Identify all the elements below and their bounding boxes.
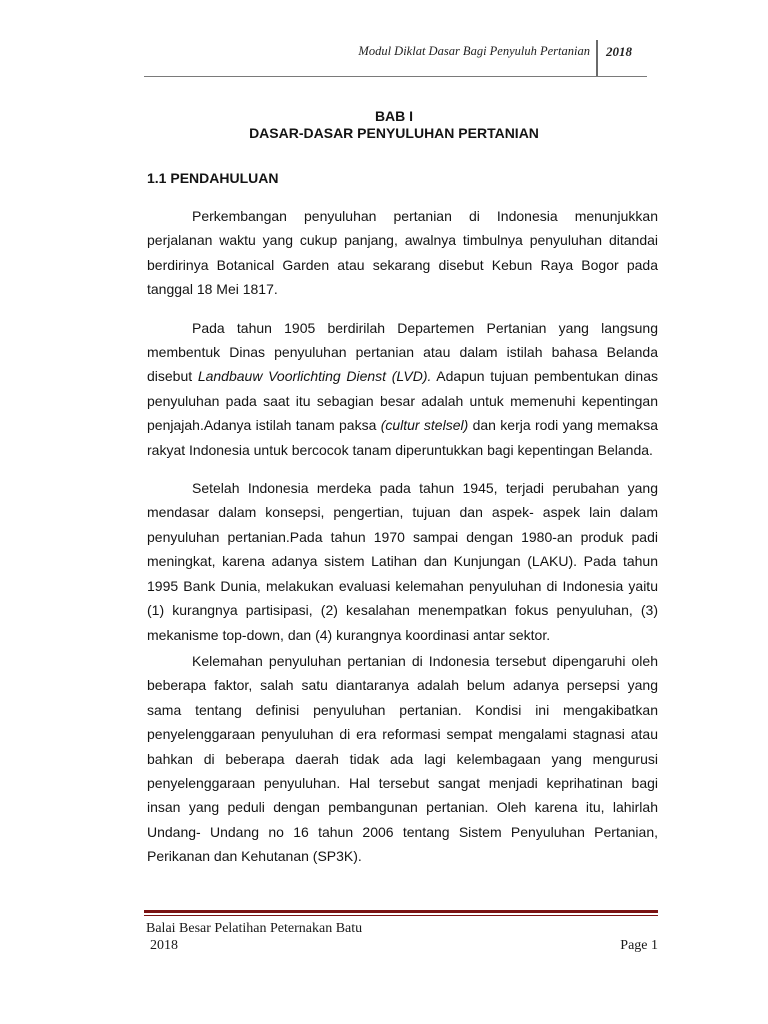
paragraph-2-text-c: Adapun tujuan pembentukan dinas penyuluhan pada saat itu sebagian besar adalah untuk memenuhi kepentingan penjajah.Adanya istilah tanam paksa bbox=[147, 368, 658, 434]
paragraph-2-term-cultur-stelsel: (cultur stelsel) bbox=[380, 417, 469, 434]
header-document-title: Modul Diklat Dasar Bagi Penyuluh Pertanian bbox=[358, 44, 590, 58]
chapter-number: BAB I bbox=[374, 108, 414, 124]
chapter-heading bbox=[144, 108, 644, 142]
paragraph-4: Kelemahan penyuluhan pertanian di Indonesia tersebut dipengaruhi oleh beberapa faktor, salah satu diantaranya adalah belum adanya persepsi yang sama tentang definisi penyuluhan pertanian. Kondisi ini mengakibatkan penyelenggaraan penyuluhan di era reformasi sempat mengalami stagnasi atau bahkan di beberapa daerah tidak ada lagi kelembagaan yang mengurusi penyelenggaraan penyuluhan. Hal tersebut sangat menjadi keprihatinan bagi insan yang peduli dengan pembangunan pertanian. Oleh karena itu, lahirlah Undang- Undang no 16 tahun 2006 tentang Sistem Penyuluhan Pertanian, Perikanan dan Kehutanan (SP3K). bbox=[147, 652, 658, 865]
footer-rule-thick bbox=[144, 910, 658, 913]
paragraph-2-term-lvd: Landbauw Voorlichting Dienst (LVD). bbox=[197, 368, 432, 385]
paragraph-3: Setelah Indonesia merdeka pada tahun 1945, terjadi perubahan yang mendasar dalam konsepsi, pengertian, tujuan dan aspek- aspek lain dalam penyuluhan pertanian.Pada tahun 1970 sampai dengan 1980-an produk padi meningkat, karena adanya sistem Latihan dan Kunjungan (LAKU). Pada tahun 1995 Bank Dunia, melakukan evaluasi kelemahan penyuluhan di Indonesia yaitu (1) kurangnya partisipasi, (2) kesalahan menempatkan fokus penyuluhan, (3) mekanisme top-down, dan (4) kurangnya koordinasi antar sektor. bbox=[147, 480, 658, 643]
footer-rule-thin bbox=[144, 915, 658, 916]
header-rule bbox=[144, 76, 647, 77]
footer-page-number: Page 1 bbox=[620, 938, 658, 953]
running-header bbox=[0, 44, 768, 84]
footer-institution: Balai Besar Pelatihan Peternakan Batu bbox=[146, 921, 363, 936]
paragraph-1: Perkembangan penyuluhan pertanian di Indonesia menunjukkan perjalanan waktu yang cukup panjang, awalnya timbulnya penyuluhan ditandai berdirinya Botanical Garden atau sekarang disebut Kebun Raya Bogor pada tanggal 18 Mei 1817. bbox=[147, 208, 658, 298]
section-title: 1.1 PENDAHULUAN bbox=[147, 170, 279, 186]
header-year: 2018 bbox=[606, 44, 632, 59]
chapter-title: DASAR-DASAR PENYULUHAN PERTANIAN bbox=[249, 125, 539, 141]
body-text bbox=[147, 204, 658, 883]
paragraph-2 bbox=[147, 316, 658, 462]
header-vertical-divider bbox=[596, 40, 598, 76]
footer-year: 2018 bbox=[150, 938, 178, 953]
paragraph-2-text-e: dan kerja rodi yang memaksa rakyat Indonesia untuk bercocok tanam diperuntukkan bagi kepentingan Belanda. bbox=[147, 417, 658, 458]
paragraph-2-text-a: Pada tahun 1905 berdirilah Departemen Pertanian yang langsung membentuk Dinas penyuluhan pertanian atau dalam istilah bahasa Belanda disebut bbox=[147, 319, 658, 385]
